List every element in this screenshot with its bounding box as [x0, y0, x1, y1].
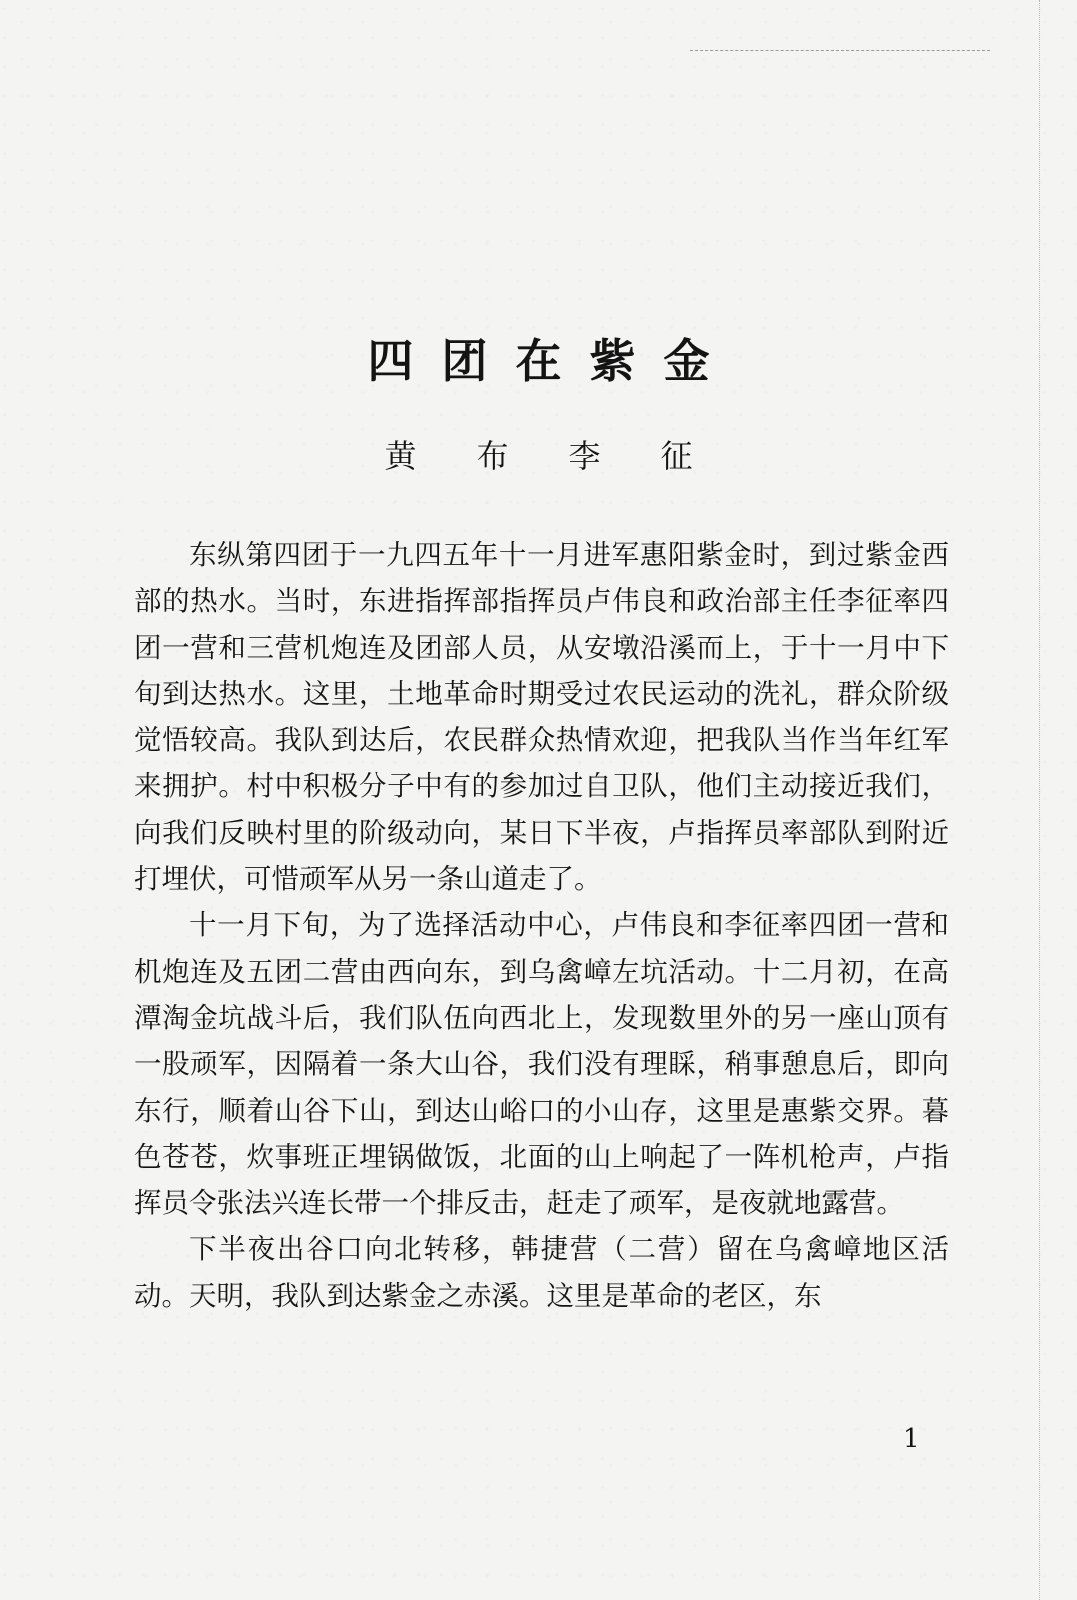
paragraph-3: 下半夜出谷口向北转移，韩捷营（二营）留在乌禽嶂地区活动。天明，我队到达紫金之赤溪。这里是革命的老区，东	[134, 1233, 949, 1312]
article-title: 四团在紫金	[367, 334, 738, 388]
author-line: 黄布李征	[384, 437, 753, 475]
paragraph-2: 十一月下旬，为了选择活动中心，卢伟良和李征率四团一营和机炮连及五团二营由西向东，到乌禽嶂左坑活动。十二月初，在高潭淘金坑战斗后，我们队伍向西北上，发现数里外的另一座山顶有一股顽军，因隔着一条大山谷，我们没有理睬，稍事憩息后，即向东行，顺着山谷下山，到达山峪口的小山存，这里是惠紫交界。暮色苍苍，炊事班正埋锅做饭，北面的山上响起了一阵机枪声，卢指挥员令张法兴连长带一个排反击，赶走了顽军，是夜就地露营。	[134, 909, 949, 1220]
top-dashed-rule	[690, 50, 990, 51]
page-edge-line	[1039, 0, 1041, 1600]
page-number: 1	[903, 1424, 920, 1454]
article-body	[134, 532, 949, 1319]
paragraph-1: 东纵第四团于一九四五年十一月进军惠阳紫金时，到过紫金西部的热水。当时，东进指挥部指挥员卢伟良和政治部主任李征率四团一营和三营机炮连及团部人员，从安墩沿溪而上，于十一月中下旬到达热水。这里，土地革命时期受过农民运动的洗礼，群众阶级觉悟较高。我队到达后，农民群众热情欢迎，把我队当作当年红军来拥护。村中积极分子中有的参加过自卫队，他们主动接近我们，向我们反映村里的阶级动向，某日下半夜，卢指挥员率部队到附近打埋伏，可惜顽军从另一条山道走了。	[134, 539, 949, 896]
